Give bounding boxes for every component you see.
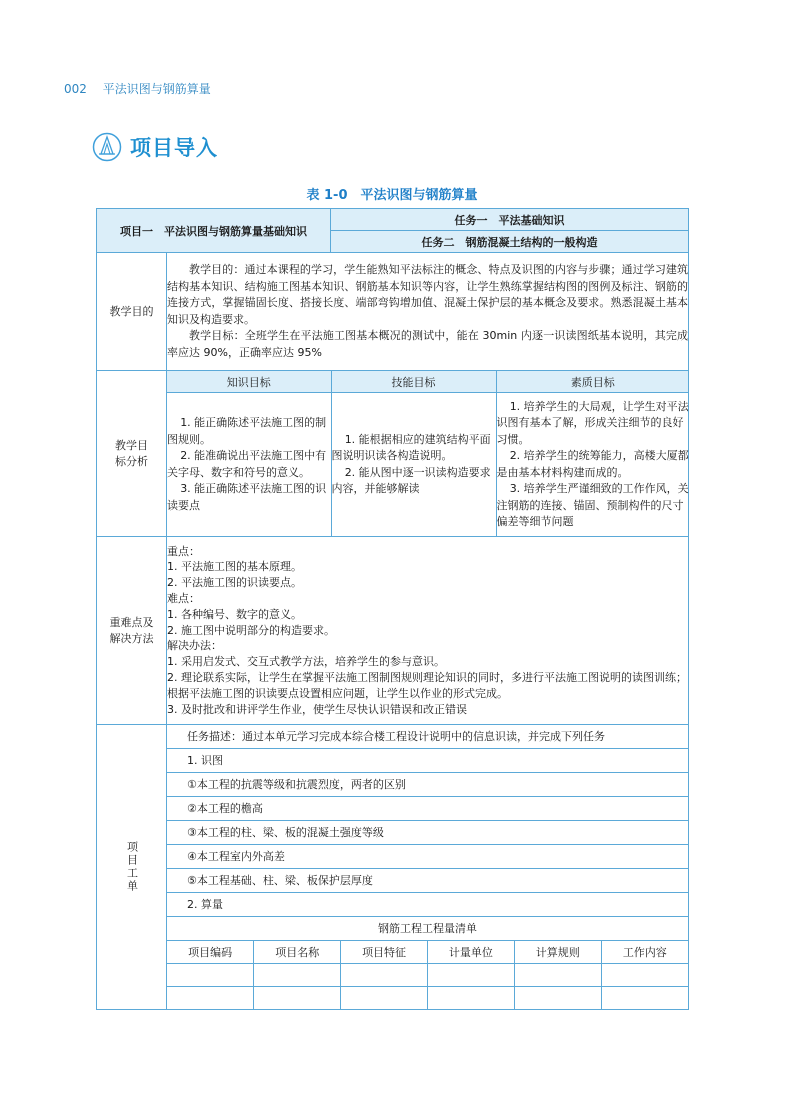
difficulties-content bbox=[167, 537, 689, 725]
bill-cell bbox=[341, 987, 428, 1010]
diff-line: 2. 施工图中说明部分的构造要求。 bbox=[167, 623, 335, 637]
page-number: 002 bbox=[64, 82, 87, 96]
task-one: 任务一 平法基础知识 bbox=[454, 213, 565, 227]
header-quality: 素质目标 bbox=[496, 371, 689, 393]
diff-line: 难点： bbox=[167, 592, 200, 605]
knowledge-item: 3. 能正确陈述平法施工图的识读要点 bbox=[167, 482, 327, 512]
running-header bbox=[64, 80, 223, 97]
header-skills: 技能目标 bbox=[331, 371, 496, 393]
quality-item: 1. 培养学生的大局观，让学生对平法识图有基本了解，形成关注细节的良好习惯。 bbox=[496, 399, 689, 446]
difficulties-label: 重难点及解决方法 bbox=[109, 615, 154, 645]
task-two: 任务二 钢筋混凝土结构的一般构造 bbox=[421, 235, 598, 249]
diff-line: 重点： bbox=[167, 544, 200, 558]
header-knowledge: 知识目标 bbox=[167, 371, 331, 393]
book-title: 平法识图与钢筋算量 bbox=[102, 82, 211, 96]
knowledge-item: 1. 能正确陈述平法施工图的制图规则。 bbox=[167, 416, 327, 446]
section-heading bbox=[92, 132, 218, 162]
course-table bbox=[96, 208, 689, 1010]
skill-item: 1. 能根据相应的建筑结构平面图说明识读各构造说明。 bbox=[331, 432, 491, 462]
bill-cell bbox=[514, 987, 601, 1010]
bill-cell bbox=[427, 964, 514, 987]
work-order-list bbox=[167, 725, 688, 941]
skill-objectives bbox=[331, 393, 496, 536]
project-emblem-icon bbox=[92, 132, 122, 162]
bill-cell bbox=[254, 964, 341, 987]
worksheet-title: 钢筋工程工程量清单 bbox=[167, 917, 688, 941]
bill-header: 项目名称 bbox=[254, 941, 341, 964]
table-caption: 表 1-0 平法识图与钢筋算量 bbox=[306, 188, 478, 203]
project-title: 项目一 平法识图与钢筋算量基础知识 bbox=[120, 224, 307, 238]
work-order-row: 2. 算量 bbox=[167, 893, 688, 917]
knowledge-item: 2. 能准确说出平法施工图中有关字母、数字和符号的意义。 bbox=[167, 449, 327, 479]
quality-item: 2. 培养学生的统筹能力，高楼大厦都是由基本材料构建而成的。 bbox=[496, 449, 689, 479]
objectives-table bbox=[167, 371, 689, 536]
bill-header: 工作内容 bbox=[601, 941, 688, 964]
work-order-row: ④本工程室内外高差 bbox=[167, 845, 688, 869]
bill-cell bbox=[601, 987, 688, 1010]
purpose-content bbox=[167, 253, 689, 371]
knowledge-objectives bbox=[167, 393, 331, 536]
objectives-cell bbox=[167, 371, 689, 537]
skill-item: 2. 能从图中逐一识读构造要求内容，并能够解读 bbox=[331, 465, 491, 495]
work-order-row: ②本工程的檐高 bbox=[167, 797, 688, 821]
work-order-row: ③本工程的柱、梁、板的混凝土强度等级 bbox=[167, 821, 688, 845]
diff-line: 3. 及时批改和讲评学生作业，使学生尽快认识错误和改正错误 bbox=[167, 702, 467, 716]
bill-cell bbox=[514, 964, 601, 987]
row-label-difficulties bbox=[97, 537, 167, 725]
diff-line: 2. 理论联系实际，让学生在掌握平法施工图制图规则理论知识的同时，多进行平法施工图说明的读图训练；根据平法施工图的识读要点设置相应问题，让学生以作业的形式完成。 bbox=[167, 670, 687, 700]
row-label-work-order bbox=[97, 725, 167, 1010]
work-order-row: ⑤本工程基础、柱、梁、板保护层厚度 bbox=[167, 869, 688, 893]
row-label-objectives bbox=[97, 371, 167, 537]
objectives-label: 教学目标分析 bbox=[115, 438, 148, 468]
row-label-purpose: 教学目的 bbox=[97, 253, 167, 371]
diff-line: 1. 各种编号、数字的意义。 bbox=[167, 607, 302, 621]
bill-cell bbox=[601, 964, 688, 987]
work-order-label: 项目工单 bbox=[125, 841, 139, 893]
bill-of-quantities bbox=[167, 941, 688, 1009]
diff-line: 1. 平法施工图的基本原理。 bbox=[167, 560, 302, 574]
bill-header: 项目特征 bbox=[341, 941, 428, 964]
project-title-cell bbox=[97, 209, 331, 253]
bill-cell bbox=[167, 987, 254, 1010]
bill-header: 计算规则 bbox=[514, 941, 601, 964]
diff-line: 解决办法： bbox=[167, 639, 222, 653]
work-order-row: 1. 识图 bbox=[167, 749, 688, 773]
section-title: 项目导入 bbox=[130, 136, 218, 160]
bill-cell bbox=[167, 964, 254, 987]
task-one-cell bbox=[331, 209, 689, 231]
work-order-row: ①本工程的抗震等级和抗震烈度，两者的区别 bbox=[167, 773, 688, 797]
diff-line: 1. 采用启发式、交互式教学方法，培养学生的参与意识。 bbox=[167, 655, 445, 669]
work-order-row: 任务描述：通过本单元学习完成本综合楼工程设计说明中的信息识读，并完成下列任务 bbox=[167, 725, 688, 749]
bill-header: 计量单位 bbox=[427, 941, 514, 964]
bill-cell bbox=[254, 987, 341, 1010]
quality-item: 3. 培养学生严谨细致的工作作风，关注钢筋的连接、锚固、预制构件的尺寸偏差等细节问题 bbox=[496, 482, 689, 528]
work-order-cell bbox=[167, 725, 689, 1010]
diff-line: 2. 平法施工图的识读要点。 bbox=[167, 576, 302, 590]
bill-cell bbox=[427, 987, 514, 1010]
bill-header: 项目编码 bbox=[167, 941, 254, 964]
bill-cell bbox=[341, 964, 428, 987]
goal-paragraph: 教学目标：全班学生在平法施工图基本概况的测试中，能在 30min 内逐一识读图纸基本说明，其完成率应达 90%，正确率应达 95% bbox=[167, 329, 688, 359]
task-two-cell bbox=[331, 231, 689, 253]
purpose-paragraph: 教学目的：通过本课程的学习，学生能熟知平法标注的概念、特点及识图的内容与步骤；通过学习建筑结构基本知识、结构施工图基本知识、钢筋基本知识等内容，让学生熟练掌握结构图的图例及标注、钢筋的连接方式，掌握锚固长度、搭接长度、端部弯钩增加值、混凝土保护层的基本概念及要求。熟悉混凝土基本知识及构造要求。 bbox=[167, 263, 688, 326]
quality-objectives bbox=[496, 393, 689, 536]
